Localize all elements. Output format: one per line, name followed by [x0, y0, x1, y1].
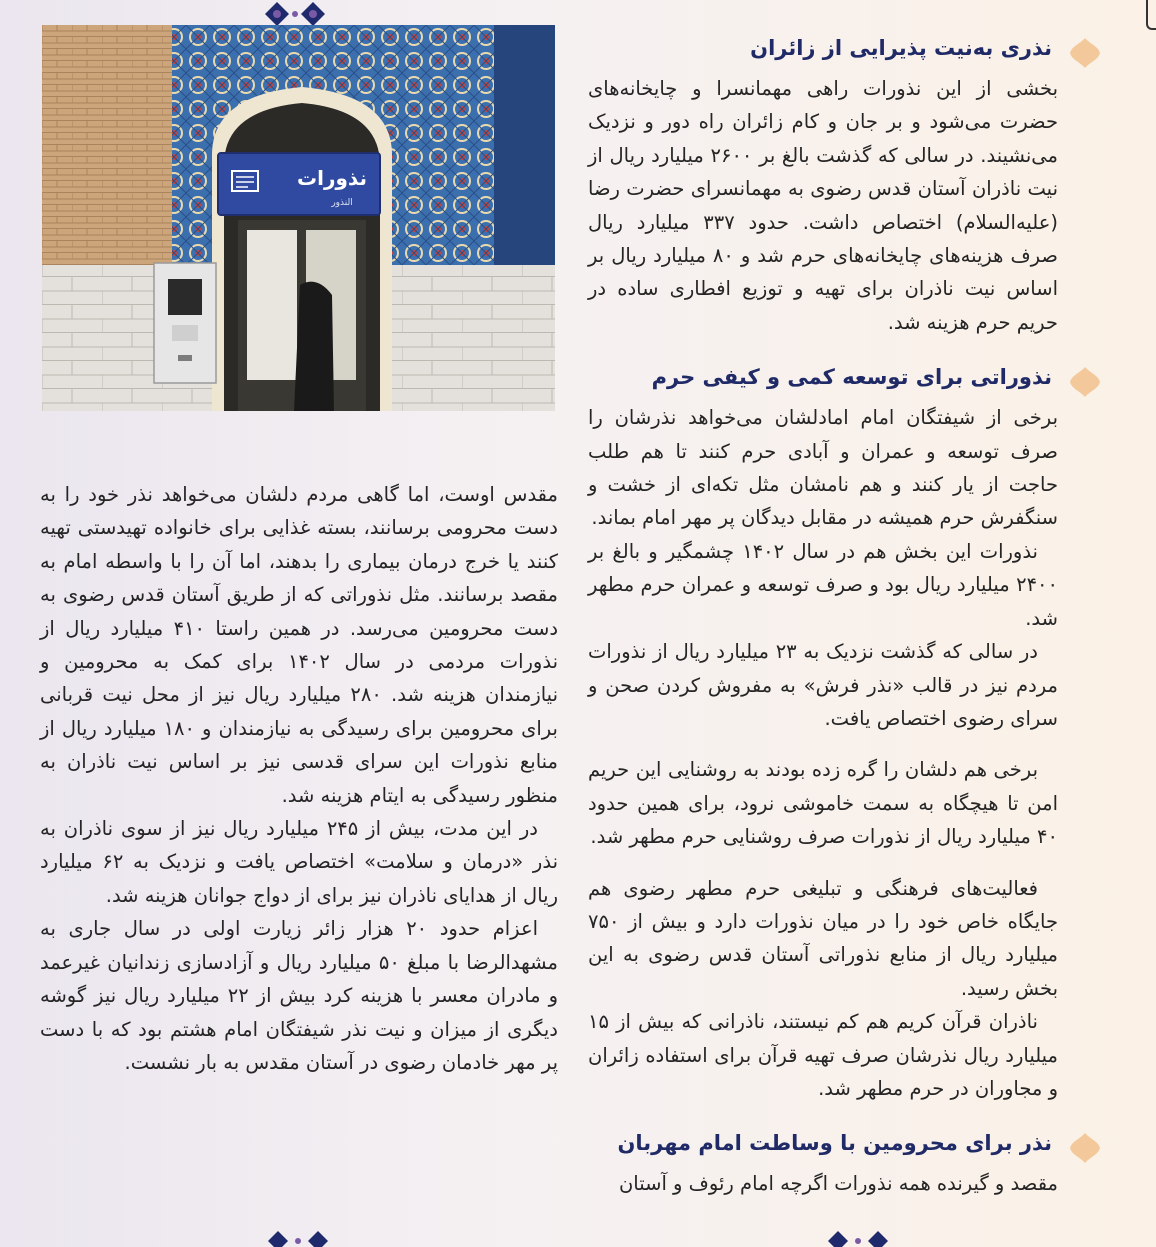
paragraph: بخشی از این نذورات راهی مهمانسرا و چایخانه‌های حضرت می‌شود و بر جان و کام زائران راه دور و نزدیک می‌نشیند. در سالی که گذشت بالغ بر ۲۶۰۰ میلیارد ریال از نیت ناذران آستان قدس رضوی به مهمانسرای حضرت رضا (علیه‌السلام) اختصاص داشت. حدود ۳۳۷ میلیارد ریال صرف هزینه‌های چایخانه‌های حرم شد و ۸۰ میلیارد ریال بر اساس نیت ناذران برای تهیه و توزیع افطاری ساده در حریم حرم هزینه شد.	[588, 77, 1058, 334]
sign-title: نذورات	[297, 166, 367, 190]
right-column	[588, 32, 1058, 1201]
paragraph: نذورات این بخش هم در سال ۱۴۰۲ چشمگیر و بالغ بر ۲۴۰۰ میلیارد ریال بود و صرف توسعه و عمران حرم مطهر شد.	[588, 539, 1058, 630]
paragraph: در این مدت، بیش از ۲۴۵ میلیارد ریال نیز از سوی ناذران به نذر «درمان و سلامت» اختصاص یافت و نزدیک به ۶۲ میلیارد ریال از هدایای ناذران نیز برای از دواج جوانان هزینه شد.	[40, 817, 558, 907]
paragraph: برخی هم دلشان را گره زده بودند به روشنایی این حریم امن تا هیچگاه به سمت خاموشی نرود، برای همین حدود ۴۰ میلیارد ریال از نذورات صرف روشنایی حرم مطهر شد.	[588, 758, 1058, 849]
heading-marker-icon	[1068, 1131, 1102, 1165]
bottom-ornament-left	[248, 1229, 348, 1247]
top-ornament	[255, 0, 335, 28]
paragraph: مقدس اوست، اما گاهی مردم دلشان می‌خواهد نذر خود را به دست محرومی برسانند، بسته غذایی برای خانواده تهیدستی تهیه کنند یا خرج درمان بیماری را بدهند، اما آن را با واسطه امام به مقصد برسانند. مثل نذوراتی که از طریق آستان قدس رضوی به دست محرومین می‌رسد. در همین راستا ۴۱۰ میلیارد ریال از نذورات مردمی در سال ۱۴۰۲ برای کمک به محرومین و نیازمندان هزینه شد. ۲۸۰ میلیارد ریال نیز از محل نیت قربانی برای محرومین برای رسیدگی به نیازمندان و ۱۸۰ میلیارد ریال از منابع نذورات این سرای قدسی نیز بر اساس نیت ناذران به منظور رسیدگی به ایتام هزینه شد.	[40, 483, 558, 807]
section-heading	[588, 361, 1058, 401]
heading-shrine-development: نذوراتی برای توسعه کمی و کیفی حرم	[651, 365, 1052, 390]
paragraph: مقصد و گیرنده همه نذورات اگرچه امام رئوف و آستان	[618, 1172, 1058, 1196]
left-column	[40, 478, 558, 1079]
heading-hospitality: نذری به‌نیت پذیرایی از زائران	[750, 36, 1052, 60]
paragraph: ناذران قرآن کریم هم کم نیستند، ناذرانی که بیش از ۱۵ میلیارد ریال نذرشان صرف تهیه قرآن برای استفاده زائران و مجاوران در حرم مطهر شد.	[588, 1010, 1058, 1100]
corner-bracket	[1146, 0, 1156, 30]
paragraph: اعزام حدود ۲۰ هزار زائر زیارت اولی در سال جاری به مشهدالرضا با مبلغ ۵۰ میلیارد ریال و آزادسازی زندانیان غیرعمد و مادران معسر با هزینه کرد بیش از ۲۲ میلیارد ریال نیز گوشه دیگری از میزان و نیت نذر شیفتگان امام هشتم بود که با دست پر مهر خادمان رضوی در آستان مقدس به بار نشست.	[40, 917, 558, 1074]
heading-marker-icon	[1068, 365, 1102, 399]
section-heading	[588, 1127, 1058, 1167]
heading-marker-icon	[1068, 36, 1102, 70]
shrine-photo	[42, 25, 555, 411]
bottom-ornament-right	[808, 1229, 908, 1247]
paragraph: برخی از شیفتگان امام امادلشان می‌خواهد نذرشان را صرف توسعه و عمران و آبادی حرم کنند تا هم طلب حاجت از یار کنند و هم نامشان مثل تکه‌ای از خشت و سنگفرش حرم همیشه در مقابل دیدگان پر مهر امام بماند.	[588, 406, 1058, 530]
sign-subtitle: النذور	[331, 198, 353, 208]
heading-charity: نذر برای محرومین با وساطت امام مهربان	[617, 1131, 1052, 1156]
paragraph: فعالیت‌های فرهنگی و تبلیغی حرم مطهر رضوی هم جایگاه خاص خود را در میان نذورات دارد و بیش از ۷۵۰ میلیارد ریال از منابع نذوراتی آستان قدس رضوی به این بخش رسید.	[588, 876, 1058, 1000]
paragraph: در سالی که گذشت نزدیک به ۲۳ میلیارد ریال از نذورات مردم نیز در قالب «نذر فرش» به مفروش کردن صحن و سرای رضوی اختصاص یافت.	[588, 640, 1058, 730]
section-heading	[588, 32, 1058, 72]
